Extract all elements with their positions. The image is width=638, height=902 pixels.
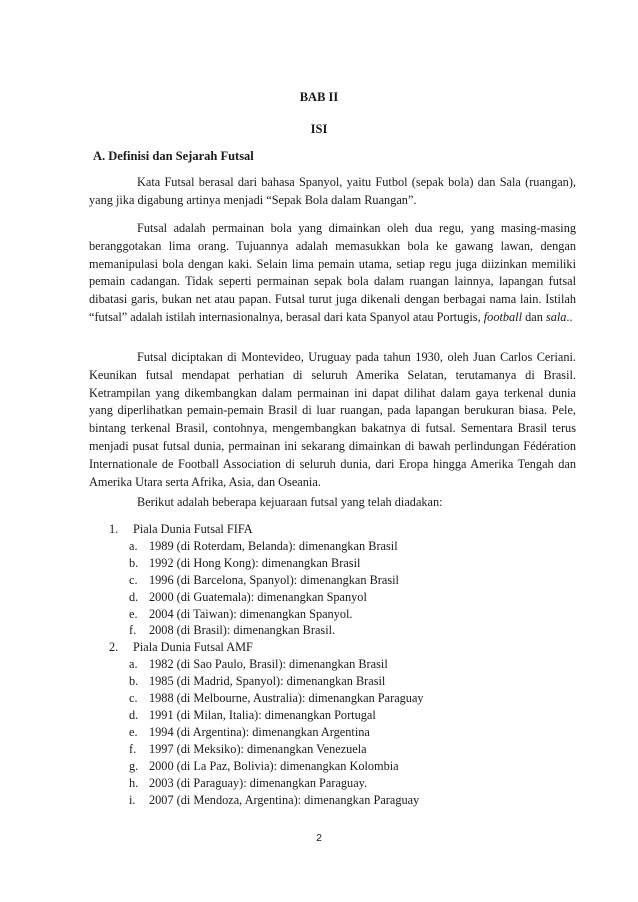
chapter-subtitle: ISI [310, 122, 328, 136]
paragraph-championships-intro: Berikut adalah beberapa kejuaraan futsal yang telah diadakan: [137, 495, 443, 509]
list-letter: e. [129, 606, 138, 621]
list-item [109, 656, 569, 673]
list-letter: e. [129, 724, 138, 739]
list-letter: b. [129, 674, 139, 689]
list-item [109, 724, 569, 741]
list-number: 2. [109, 640, 119, 655]
list-letter: d. [129, 589, 139, 604]
list-item [109, 589, 569, 606]
list-item [109, 775, 569, 792]
term-football: football [483, 309, 523, 324]
list-letter: c. [129, 691, 138, 706]
list-letter: a. [129, 657, 138, 672]
page-number: 2 [316, 832, 322, 844]
list-item-text: 1989 (di Roterdam, Belanda): dimenangkan Brasil [149, 538, 398, 553]
championship-title-text: Piala Dunia Futsal AMF [133, 640, 253, 655]
paragraph-etymology: Kata Futsal berasal dari bahasa Spanyol, yaitu Futbol (sepak bola) dan Sala (ruangan), yang jika digabung artinya menjadi “Sepak Bola dalam Ruangan”. [89, 175, 576, 207]
championship-title-text: Piala Dunia Futsal FIFA [133, 522, 253, 536]
list-item [109, 572, 569, 589]
list-letter: h. [129, 775, 139, 790]
list-item [109, 707, 569, 724]
paragraph-definition-ending: .. [566, 309, 573, 324]
list-item-text: 2007 (di Mendoza, Argentina): dimenangkan Paraguay [149, 792, 420, 807]
list-item-text: 2000 (di La Paz, Bolivia): dimenangkan Kolombia [149, 758, 399, 773]
list-item-text: 1997 (di Meksiko): dimenangkan Venezuela [149, 741, 367, 756]
list-letter: b. [129, 555, 139, 570]
list-item-text: 2000 (di Guatemala): dimenangkan Spanyol [149, 589, 367, 604]
championship-title [109, 639, 569, 656]
list-item [109, 538, 569, 555]
championship-title [109, 521, 569, 538]
list-letter: g. [129, 758, 139, 773]
list-letter: a. [129, 538, 138, 553]
list-item-text: 1982 (di Sao Paulo, Brasil): dimenangkan Brasil [149, 657, 388, 672]
list-item-text: 2004 (di Taiwan): dimenangkan Spanyol. [149, 606, 353, 621]
list-item [109, 792, 569, 809]
championship-list [109, 521, 569, 808]
list-letter: f. [129, 623, 137, 638]
list-item [109, 758, 569, 775]
paragraph-history: Futsal diciptakan di Montevideo, Uruguay pada tahun 1930, oleh Juan Carlos Ceriani. Keunikan futsal mendapat perhatian di seluruh Amerika Selatan, terutamanya di Brasil. Ketrampilan yang dikembangkan dalam permainan ini dapat dilihat dalam gaya terkenal dunia yang diperlihatkan pemain-pemain Brasil di luar ruangan, pada lapangan berukuran biasa. Pele, bintang terkenal Brasil, contohnya, mengembangkan bakatnya di futsal. Sementara Brasil terus menjadi pusat futsal dunia, permainan ini sekarang dimainkan di bawah perlindungan Fédération Internationale de Football Association di seluruh dunia, dari Eropa hingga Amerika Tengah dan Amerika Utara serta Afrika, Asia, dan Oseania. [89, 350, 576, 489]
paragraph-definition-text: Futsal adalah permainan bola yang dimainkan oleh dua regu, yang masing-masing beranggotakan lima orang. Tujuannya adalah memasukkan bola ke gawang lawan, dengan memanipulasi bola dengan kaki. Selain lima pemain utama, setiap regu juga diizinkan memiliki pemain cadangan. Tidak seperti permainan sepak bola dalam ruangan lainnya, lapangan futsal dibatasi garis, bukan net atau papan. Futsal turut juga dikenali dengan berbagai nama lain. Istilah “futsal” adalah istilah internasionalnya, berasal dari kata Spanyol atau Portugis, [89, 221, 576, 324]
term-sala: sala [545, 309, 567, 324]
list-item [109, 622, 569, 639]
list-letter: c. [129, 572, 138, 587]
list-item [109, 690, 569, 707]
list-letter: i. [129, 792, 136, 807]
list-item [109, 606, 569, 623]
list-item-text: 1996 (di Barcelona, Spanyol): dimenangkan Brasil [149, 572, 399, 587]
list-item [109, 741, 569, 758]
list-letter: f. [129, 741, 137, 756]
list-number: 1. [109, 522, 119, 536]
list-item [109, 555, 569, 572]
list-item-text: 1985 (di Madrid, Spanyol): dimenangkan Brasil [149, 674, 386, 689]
list-item-text: 2008 (di Brasil): dimenangkan Brasil. [149, 623, 336, 638]
list-item-text: 1992 (di Hong Kong): dimenangkan Brasil [149, 555, 361, 570]
list-item-text: 1994 (di Argentina): dimenangkan Argentina [149, 724, 370, 739]
chapter-title: BAB II [299, 90, 339, 104]
list-letter: d. [129, 707, 139, 722]
list-item [109, 673, 569, 690]
section-heading: A. Definisi dan Sejarah Futsal [93, 149, 254, 163]
conjunction-text: dan [522, 309, 546, 324]
list-item-text: 2003 (di Paraguay): dimenangkan Paraguay. [149, 775, 368, 790]
list-item-text: 1991 (di Milan, Italia): dimenangkan Portugal [149, 707, 376, 722]
list-item-text: 1988 (di Melbourne, Australia): dimenangkan Paraguay [149, 691, 424, 706]
paragraph-definition [89, 220, 576, 327]
